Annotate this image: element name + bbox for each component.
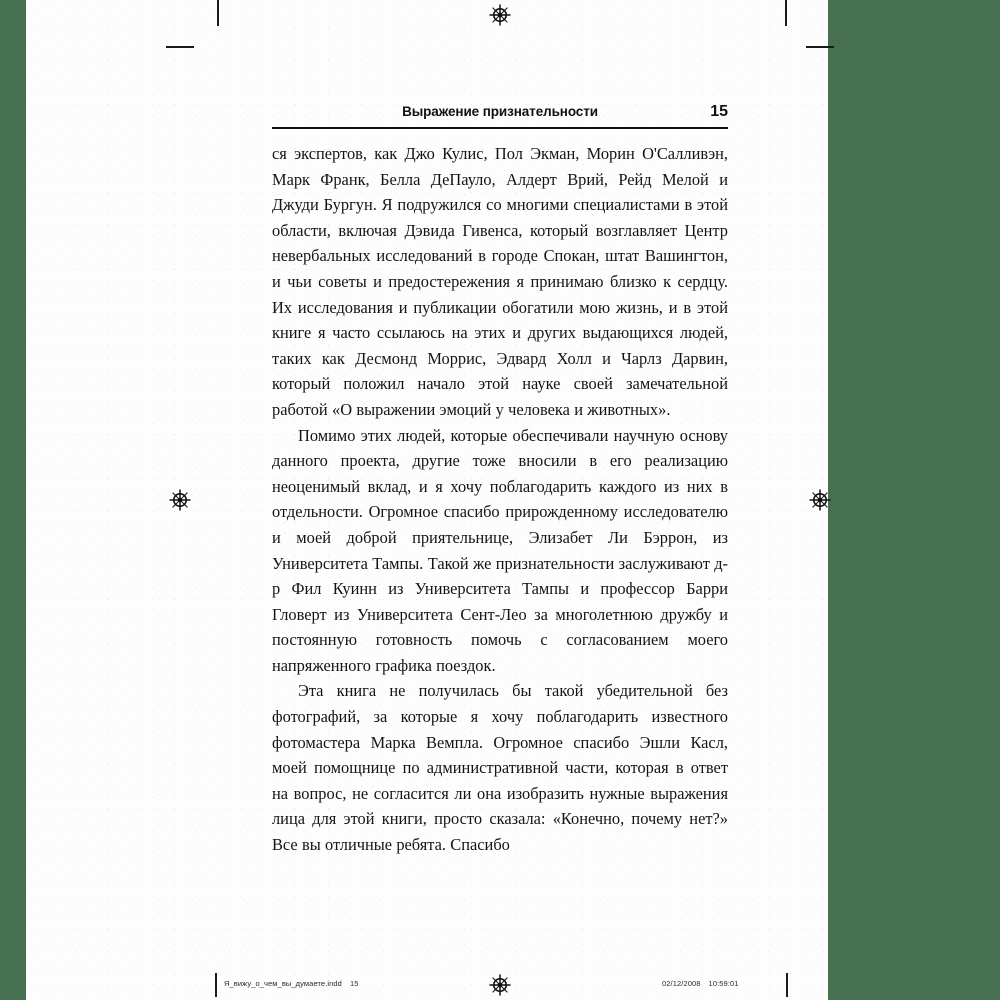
- bleed-band-left: [0, 0, 26, 1000]
- footer-file-name: Я_вижу_о_чем_вы_думаете.indd: [224, 979, 342, 988]
- registration-target-right-middle: [809, 489, 831, 511]
- slug-rule-right: [786, 973, 788, 997]
- registration-target-top-center: [489, 4, 511, 26]
- crop-mark-left-top-horizontal: [166, 46, 194, 48]
- bleed-band-right: [828, 0, 1000, 1000]
- slug-rule-left: [215, 973, 217, 997]
- registration-target-left-middle: [169, 489, 191, 511]
- running-head-title: Выражение признательности: [402, 104, 598, 119]
- running-head: [272, 104, 728, 126]
- crop-mark-top-left-vertical: [217, 0, 219, 26]
- crop-mark-top-right-vertical: [785, 0, 787, 26]
- crop-mark-right-top-horizontal: [806, 46, 834, 48]
- footer-file-slug: [224, 979, 359, 988]
- paragraph-2: Помимо этих людей, которые обеспечивали научную основу данного проекта, другие тоже вносили в его реализацию неоценимый вклад, и я хочу поблагодарить каждого из них в отдельности. Огромное спасибо прирожденному исследователю и моей доброй приятельнице, Элизабет Ли Бэррон, из Университета Тампы. Такой же признательности заслуживают д-р Фил Куинн из Университета Тампы и профессор Барри Гловерт из Университета Сент-Лео за многолетнюю дружбу и постоянную готовность помочь с согласованием моего напряженного графика поездок.: [272, 425, 728, 675]
- footer-date: 02/12/2008: [662, 979, 701, 988]
- running-head-rule: [272, 127, 728, 129]
- body-text-block: [272, 141, 728, 858]
- footer-timestamp: [662, 979, 739, 988]
- registration-target-bottom-center: [489, 974, 511, 996]
- paragraph-1: ся экспертов, как Джо Кулис, Пол Экман, Морин О'Салливэн, Марк Франк, Белла ДеПауло, Алдерт Врий, Рейд Мелой и Джуди Бургун. Я подружился со многими специалистами в этой области, включая Дэвида Гивенса, который возглавляет Центр невербальных исследований в городе Спокан, штат Вашингтон, и чьи советы и предостережения я принимаю близко к сердцу. Их исследования и публикации обогатили мою жизнь, и в этой книге я часто ссылаюсь на этих и других выдающихся людей, таких как Десмонд Моррис, Эдвард Холл и Чарлз Дарвин, который положил начало этой науке своей замечательной работой «О выражении эмоций у человека и животных».: [272, 144, 728, 419]
- paragraph-3: Эта книга не получилась бы такой убедительной без фотографий, за которые я хочу поблагодарить известного фотомастера Марка Вемпла. Огромное спасибо Эшли Касл, моей помощнице по административной части, которая в ответ на вопрос, не согласится ли она изобразить нужные выражения лица для этой книги, просто сказала: «Конечно, почему нет?» Все вы отличные ребята. Спасибо: [272, 681, 728, 855]
- footer-file-folio: 15: [349, 979, 359, 988]
- page-number: 15: [710, 103, 728, 120]
- footer-time: 10:59:01: [708, 979, 739, 988]
